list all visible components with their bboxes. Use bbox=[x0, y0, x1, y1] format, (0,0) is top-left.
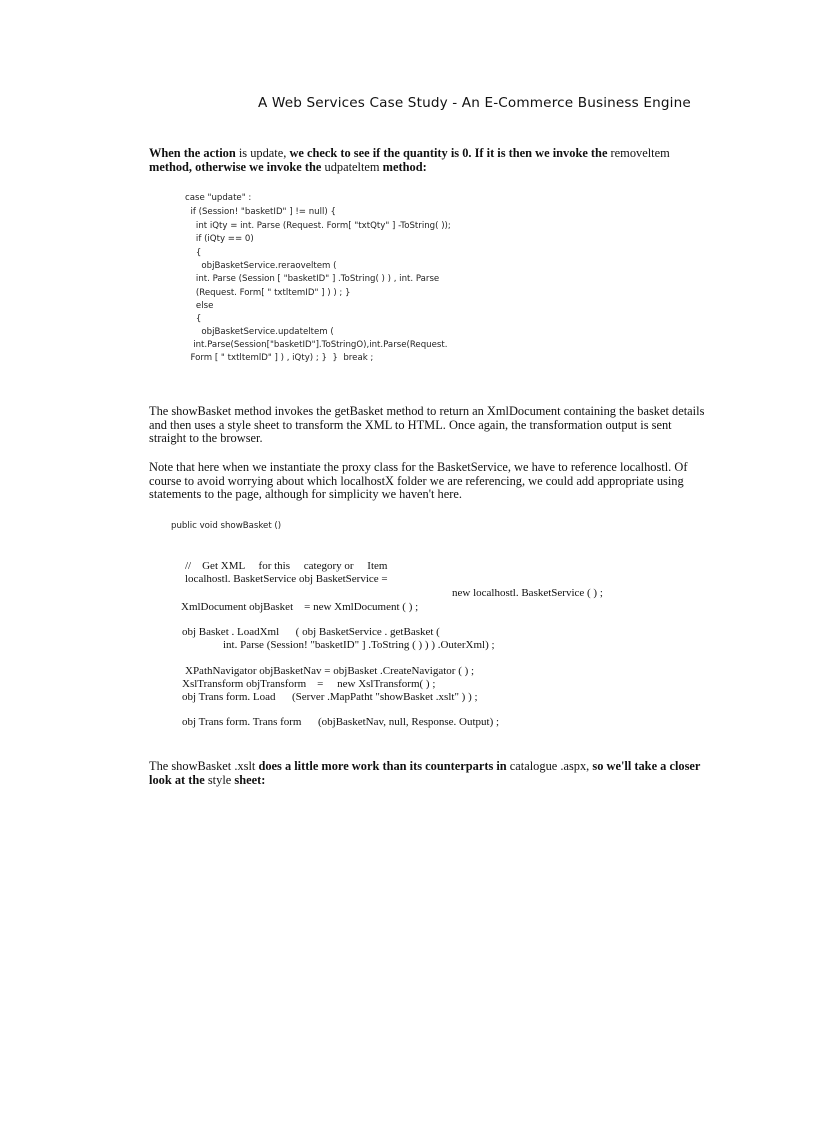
intro-paragraph bbox=[149, 147, 709, 174]
code-line: // Get XML for this category or Item bbox=[185, 560, 388, 572]
code-line: Form [ " txtltemlD" ] ) , iQty) ; } } break ; bbox=[185, 353, 374, 363]
code-line: objBasketService.updateltem ( bbox=[185, 327, 334, 337]
intro-normal-1: is update, bbox=[235, 146, 290, 160]
closing-normal-2: catalogue .aspx, bbox=[506, 759, 593, 773]
code-line: obj Trans form. Trans form (objBasketNav, null, Response. Output) ; bbox=[182, 716, 500, 728]
code-line: case "update" : bbox=[185, 193, 252, 203]
intro-bold-1: When the action bbox=[149, 146, 236, 160]
code-line: int. Parse (Session [ "basketID" ] .ToString( ) ) , int. Parse bbox=[185, 274, 440, 284]
closing-normal-1: The showBasket .xslt bbox=[149, 759, 256, 773]
method-signature: public void showBasket () bbox=[171, 521, 282, 531]
code-line: { bbox=[185, 314, 202, 324]
code-line: int.Parse(Session["basketID"].ToStringO),int.Parse(Request. bbox=[185, 340, 448, 350]
code-line: new localhostl. BasketService ( ) ; bbox=[452, 587, 603, 599]
note-paragraph: Note that here when we instantiate the proxy class for the BasketService, we have to reference localhostl. Of course to avoid worrying about which localhostX folder we are referencing, we could add appropriate using statements to the page, although for simplicity we haven't here. bbox=[149, 460, 688, 502]
running-header: A Web Services Case Study - An E-Commerce Business Engine bbox=[258, 95, 691, 111]
code-line: int iQty = int. Parse (Request. Form[ "txtQty" ] -ToString( )); bbox=[185, 221, 451, 231]
intro-bold-2: we check to see if the quantity is 0. If it is then we invoke the bbox=[289, 146, 608, 160]
code-line: int. Parse (Session! "basketID" ] .ToString ( ) ) ) .OuterXml) ; bbox=[223, 639, 495, 651]
closing-bold-1: does a little more work than its counterparts in bbox=[255, 759, 507, 773]
code-line: XslTransform objTransform = new XslTransform( ) ; bbox=[182, 678, 436, 690]
closing-bold-2: so we'll take a closer look at the bbox=[149, 759, 701, 787]
code-line: localhostl. BasketService obj BasketService = bbox=[185, 573, 388, 585]
intro-normal-3: udpateltem bbox=[321, 159, 383, 174]
closing-bold-3: sheet: bbox=[234, 772, 266, 787]
code-line: XmlDocument objBasket = new XmlDocument ( ) ; bbox=[181, 601, 419, 613]
code-line: obj Trans form. Load (Server .MapPatht "showBasket .xslt" ) ) ; bbox=[182, 691, 478, 703]
code-line: else bbox=[185, 301, 214, 311]
code-line: XPathNavigator objBasketNav = objBasket .CreateNavigator ( ) ; bbox=[185, 665, 475, 677]
closing-normal-3: style bbox=[204, 772, 235, 787]
code-line: { bbox=[185, 248, 202, 258]
code-line: obj Basket . LoadXml ( obj BasketService . getBasket ( bbox=[182, 626, 440, 638]
code-line: (Request. Form[ " txtltemID" ] ) ) ; } bbox=[185, 288, 351, 298]
closing-paragraph bbox=[149, 760, 709, 787]
intro-bold-3: method, otherwise we invoke the bbox=[149, 159, 322, 174]
intro-bold-4: method: bbox=[382, 159, 427, 174]
code-line: if (Session! "basketID" ] != null) { bbox=[185, 207, 336, 217]
showbasket-paragraph: The showBasket method invokes the getBasket method to return an XmlDocument containing the basket details and then uses a style sheet to transform the XML to HTML. Once again, the transformation output is sent straight to the browser. bbox=[149, 404, 705, 446]
code-line: objBasketService.reraoveltem ( bbox=[185, 261, 337, 271]
code-line: if (iQty == 0) bbox=[185, 234, 254, 244]
intro-normal-2: removeltem bbox=[607, 146, 670, 160]
